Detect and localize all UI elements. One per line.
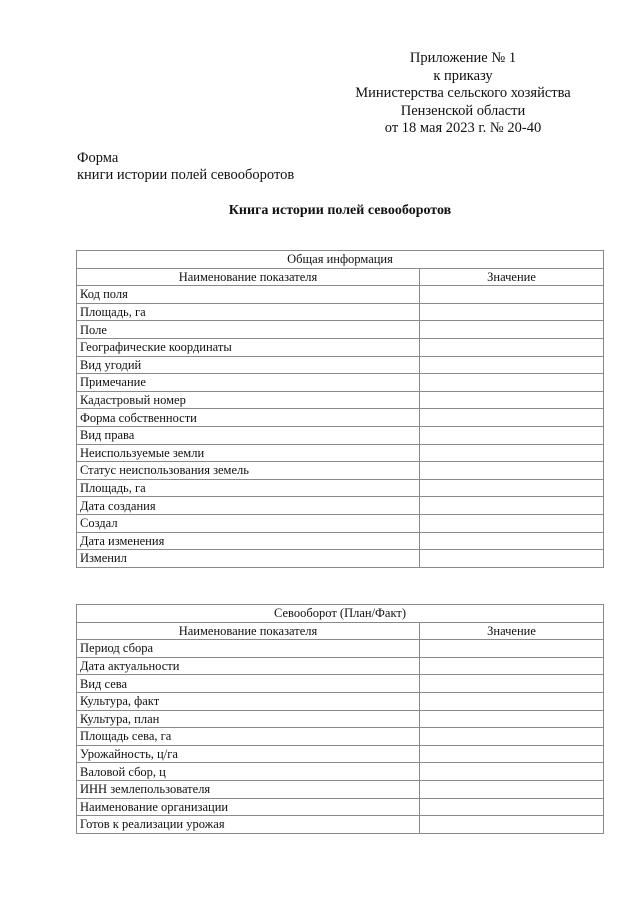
table-row: [77, 816, 604, 834]
indicator-name-cell: Создал: [77, 514, 420, 532]
indicator-value-cell[interactable]: [420, 303, 604, 321]
column-header-value: Значение: [420, 268, 604, 286]
indicator-value-cell[interactable]: [420, 728, 604, 746]
table-row: [77, 356, 604, 374]
indicator-name-cell: Площадь, га: [77, 303, 420, 321]
indicator-value-cell[interactable]: [420, 710, 604, 728]
indicator-name-cell: Период сбора: [77, 640, 420, 658]
appendix-line: Приложение № 1: [409, 50, 517, 66]
column-header-name: Наименование показателя: [77, 268, 420, 286]
indicator-value-cell[interactable]: [420, 479, 604, 497]
table-row: [77, 374, 604, 392]
indicator-name-cell: Дата изменения: [77, 532, 420, 550]
table-row: [77, 391, 604, 409]
indicator-value-cell[interactable]: [420, 532, 604, 550]
indicator-name-cell: Культура, план: [77, 710, 420, 728]
indicator-name-cell: Кадастровый номер: [77, 391, 420, 409]
indicator-value-cell[interactable]: [420, 816, 604, 834]
indicator-value-cell[interactable]: [420, 745, 604, 763]
indicator-value-cell[interactable]: [420, 692, 604, 710]
table-caption: Общая информация: [77, 251, 604, 269]
indicator-name-cell: Статус неиспользования земель: [77, 462, 420, 480]
indicator-value-cell[interactable]: [420, 321, 604, 339]
indicator-name-cell: Примечание: [77, 374, 420, 392]
table-row: [77, 675, 604, 693]
indicator-name-cell: ИНН землепользователя: [77, 780, 420, 798]
indicator-value-cell[interactable]: [420, 356, 604, 374]
column-header-name: Наименование показателя: [77, 622, 420, 640]
table-row: [77, 409, 604, 427]
table-header-row: [77, 622, 604, 640]
table-row: [77, 532, 604, 550]
table-row: [77, 780, 604, 798]
crop-rotation-table-body: [77, 605, 604, 834]
document-title: Книга истории полей севооборотов: [228, 203, 452, 218]
indicator-value-cell[interactable]: [420, 374, 604, 392]
table-row: [77, 514, 604, 532]
indicator-name-cell: Изменил: [77, 550, 420, 568]
indicator-name-cell: Поле: [77, 321, 420, 339]
indicator-name-cell: Площадь сева, га: [77, 728, 420, 746]
indicator-name-cell: Форма собственности: [77, 409, 420, 427]
indicator-value-cell[interactable]: [420, 391, 604, 409]
table-row: [77, 497, 604, 515]
table-caption-row: [77, 605, 604, 623]
indicator-name-cell: Вид права: [77, 426, 420, 444]
indicator-name-cell: Наименование организации: [77, 798, 420, 816]
table-row: [77, 462, 604, 480]
table-row: [77, 745, 604, 763]
table-row: [77, 321, 604, 339]
indicator-value-cell[interactable]: [420, 286, 604, 304]
table-row: [77, 286, 604, 304]
table-row: [77, 798, 604, 816]
table-row: [77, 763, 604, 781]
table-caption: Севооборот (План/Факт): [77, 605, 604, 623]
indicator-name-cell: Вид угодий: [77, 356, 420, 374]
general-info-table-body: [77, 251, 604, 568]
appendix-line: Министерства сельского хозяйства: [355, 85, 571, 101]
table-row: [77, 303, 604, 321]
indicator-value-cell[interactable]: [420, 763, 604, 781]
table-row: [77, 728, 604, 746]
indicator-value-cell[interactable]: [420, 426, 604, 444]
indicator-name-cell: Вид сева: [77, 675, 420, 693]
table-row: [77, 550, 604, 568]
indicator-value-cell[interactable]: [420, 409, 604, 427]
indicator-name-cell: Географические координаты: [77, 338, 420, 356]
indicator-name-cell: Площадь, га: [77, 479, 420, 497]
indicator-value-cell[interactable]: [420, 444, 604, 462]
indicator-name-cell: Дата создания: [77, 497, 420, 515]
indicator-value-cell[interactable]: [420, 497, 604, 515]
indicator-value-cell[interactable]: [420, 338, 604, 356]
appendix-block: [330, 50, 596, 138]
table-row: [77, 426, 604, 444]
table-row: [77, 657, 604, 675]
indicator-value-cell[interactable]: [420, 675, 604, 693]
appendix-line: от 18 мая 2023 г. № 20-40: [384, 120, 542, 136]
table-row: [77, 692, 604, 710]
indicator-name-cell: Культура, факт: [77, 692, 420, 710]
indicator-value-cell[interactable]: [420, 640, 604, 658]
table-row: [77, 479, 604, 497]
indicator-value-cell[interactable]: [420, 780, 604, 798]
table-row: [77, 710, 604, 728]
general-info-table: [76, 250, 604, 568]
indicator-name-cell: Дата актуальности: [77, 657, 420, 675]
indicator-name-cell: Код поля: [77, 286, 420, 304]
indicator-value-cell[interactable]: [420, 514, 604, 532]
indicator-value-cell[interactable]: [420, 550, 604, 568]
table-row: [77, 640, 604, 658]
crop-rotation-table: [76, 604, 604, 834]
indicator-value-cell[interactable]: [420, 657, 604, 675]
form-label-line: книги истории полей севооборотов: [77, 167, 295, 183]
column-header-value: Значение: [420, 622, 604, 640]
table-caption-row: [77, 251, 604, 269]
indicator-name-cell: Готов к реализации урожая: [77, 816, 420, 834]
table-row: [77, 338, 604, 356]
indicator-value-cell[interactable]: [420, 462, 604, 480]
indicator-value-cell[interactable]: [420, 798, 604, 816]
table-header-row: [77, 268, 604, 286]
form-label: [77, 150, 294, 184]
indicator-name-cell: Урожайность, ц/га: [77, 745, 420, 763]
table-row: [77, 444, 604, 462]
indicator-name-cell: Неиспользуемые земли: [77, 444, 420, 462]
appendix-line: к приказу: [433, 67, 493, 84]
indicator-name-cell: Валовой сбор, ц: [77, 763, 420, 781]
form-label-line: Форма: [77, 150, 119, 166]
appendix-line: Пензенской области: [400, 102, 526, 119]
